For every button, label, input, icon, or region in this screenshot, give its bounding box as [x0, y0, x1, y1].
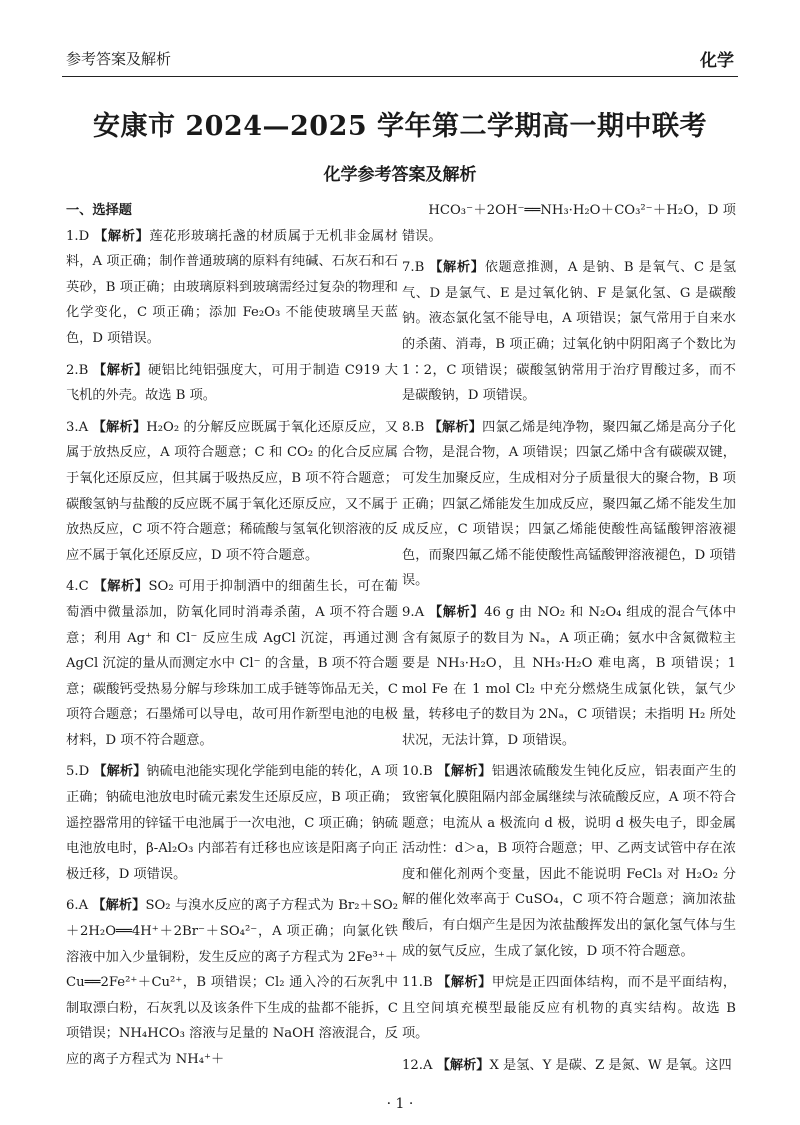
item-number: 9. — [402, 604, 415, 620]
left-column — [66, 198, 398, 1079]
answer-item-5 — [66, 759, 398, 887]
item-answer: D — [78, 764, 90, 780]
item-explanation: SO₂ 与溴水反应的离子方程式为 Br₂＋SO₂＋2H₂O══4H⁺＋2Br⁻＋SO₄²⁻，A 项正确；向氯化铁溶液中加入少量铜粉，发生反应的离子方程式为 2Fe³⁺＋Cu══2Fe²⁺＋Cu²⁺，B 项错误；Cl₂ 通入冷的石灰乳中制取漂白粉，石灰乳以及该条件下生成的盐都不能拆，C 项错误；NH₄HCO₃ 溶液与足量的 NaOH 溶液混合，反应的离子方程式为 NH₄⁺＋ — [66, 898, 398, 1067]
item-answer: A — [78, 419, 89, 435]
analysis-tag: 【解析】 — [429, 260, 485, 276]
answer-item-6 — [66, 893, 398, 1072]
item-number: 11. — [402, 975, 423, 991]
analysis-tag: 【解析】 — [93, 579, 149, 595]
analysis-tag: 【解析】 — [92, 419, 147, 435]
analysis-tag: 【解析】 — [92, 898, 146, 914]
item-explanation: 钠硫电池能实现化学能到电能的转化，A 项正确；钠硫电池放电时硫元素发生还原反应，B 项正确；遥控器常用的锌锰干电池属于一次电池，C 项正确；钠硫电池放电时，β-Al₂O₃ 内部若有迁移也应该是阳离子向正极迁移，D 项错误。 — [66, 764, 398, 882]
answer-item-7 — [402, 255, 736, 409]
item-explanation: 四氯乙烯是纯净物，聚四氟乙烯是高分子化合物，是混合物，A 项错误；四氯乙烯中含有碳碳双键，可发生加聚反应，生成相对分子质量很大的聚合物，B 项正确；四氯乙烯能发生加成反应，聚四氟乙烯不能发生加成反应，C 项错误；四氯乙烯能使酸性高锰酸钾溶液褪色，而聚四氟乙烯不能使酸性高锰酸钾溶液褪色，D 项错误。 — [402, 419, 736, 589]
item-explanation: H₂O₂ 的分解反应既属于氧化还原反应，又属于放热反应，A 项符合题意；C 和 CO₂ 的化合反应属于氧化还原反应，但其属于吸热反应，B 项不符合题意；碳酸氢钠与盐酸的反应既不属于氧化还原反应，又不属于放热反应，C 项不符合题意；稀硫酸与氢氧化钡溶液的反应不属于氧化还原反应，D 项不符合题意。 — [66, 419, 399, 563]
answer-item-4 — [66, 574, 398, 753]
page-number: · 1 · — [386, 1096, 414, 1112]
right-column — [402, 198, 736, 1085]
analysis-tag: 【解析】 — [428, 419, 483, 435]
analysis-tag: 【解析】 — [93, 764, 147, 780]
item-answer: D — [78, 228, 90, 244]
answer-item-12 — [402, 1053, 736, 1079]
item-answer: B — [422, 975, 433, 991]
answer-item-9 — [402, 600, 736, 754]
analysis-tag: 【解析】 — [436, 1058, 490, 1073]
analysis-tag: 【解析】 — [428, 604, 485, 620]
item-explanation: 46 g 由 NO₂ 和 N₂O₄ 组成的混合气体中含有氮原子的数目为 Nₐ，A 项正确；氨水中含氮微粒主要是 NH₃·H₂O，且 NH₃·H₂O 难电离，B 项错误；1 mol Fe 在 1 mol Cl₂ 中充分燃烧生成氯化铁，氯气少量，转移电子的数目为 2Nₐ，C 项错误；未指明 H₂ 所处状况，无法计算，D 项错误。 — [402, 604, 737, 748]
page-title: 安康市 2024—2025 学年第二学期高一期中联考 — [92, 111, 708, 142]
answer-item-1 — [66, 224, 398, 352]
item-explanation: 莲花形玻璃托盏的材质属于无机非金属材料，A 项正确；制作普通玻璃的原料有纯碱、石灰石和石英砂，B 项正确；由玻璃原料到玻璃需经过复杂的物理和化学变化，C 项正确；添加 Fe₂O₃ 不能使玻璃呈天蓝色，D 项错误。 — [66, 228, 398, 346]
item-explanation: 依题意推测，A 是钠、B 是氧气、C 是氢气、D 是氯气、E 是过氧化钠、F 是氯化氢、G 是碳酸钠。液态氯化氢不能导电，A 项错误；氯气常用于自来水的杀菌、消毒，B 项正确；过氧化钠中阴阳离子个数比为 1∶2，C 项错误；碳酸氢钠常用于治疗胃酸过多，而不是碳酸钠，D 项错误。 — [402, 260, 737, 404]
item-number: 1. — [66, 228, 79, 244]
header-subject-label: 化学 — [700, 51, 734, 71]
item-number: 6. — [66, 898, 79, 914]
item-answer: B — [422, 764, 433, 780]
item-answer: A — [414, 604, 425, 620]
analysis-tag: 【解析】 — [437, 975, 492, 991]
item-number: 8. — [402, 419, 415, 435]
page-subtitle: 化学参考答案及解析 — [323, 165, 477, 185]
page-header — [62, 40, 738, 77]
section-heading: 一、选择题 — [66, 203, 132, 218]
item-answer: A — [422, 1058, 433, 1073]
item-answer: B — [78, 362, 89, 378]
item-explanation: SO₂ 可用于抑制酒中的细菌生长，可在葡萄酒中微量添加，防氧化同时消毒杀菌，A 项不符合题意；利用 Ag⁺ 和 Cl⁻ 反应生成 AgCl 沉淀，再通过测 AgCl 沉淀的量从而测定水中 Cl⁻ 的含量，B 项不符合题意；碳酸钙受热易分解与珍珠加工成手链等饰品无关，C 项符合题意；石墨烯可以导电，故可用作新型电池的电极材料，D 项不符合题意。 — [66, 579, 398, 748]
item-number: 5. — [66, 764, 79, 780]
answer-item-10 — [402, 759, 736, 964]
item-number: 10. — [402, 764, 423, 780]
item-answer: A — [78, 898, 89, 914]
item-explanation: 铝遇浓硫酸发生钝化反应，铝表面产生的致密氧化膜阻隔内部金属继续与浓硫酸反应，A 项不符合题意；电流从 a 极流向 d 极，说明 d 极失电子，即金属活动性：d＞a，B 项符合题意；甲、乙两支试管中存在浓度和催化剂两个变量，因此不能说明 FeCl₃ 对 H₂O₂ 分解的催化效率高于 CuSO₄，C 项不符合题意；滴加浓盐酸后，有白烟产生是因为浓盐酸挥发出的氯化氢气体与生成的氨气反应，生成了氯化铵，D 项不符合题意。 — [402, 764, 737, 959]
analysis-tag: 【解析】 — [93, 362, 148, 378]
item-number: 7. — [402, 260, 415, 276]
item-explanation: X 是氢、Y 是碳、Z 是氮、W 是氧。这四 — [489, 1058, 732, 1073]
item-answer: B — [414, 419, 425, 435]
answer-item-11 — [402, 970, 736, 1047]
item-number: 2. — [66, 362, 79, 378]
header-left-label: 参考答案及解析 — [66, 50, 172, 68]
analysis-tag: 【解析】 — [94, 228, 150, 244]
item-explanation: 硬铝比纯铝强度大，可用于制造 C919 大飞机的外壳。故选 B 项。 — [66, 362, 398, 404]
analysis-tag: 【解析】 — [437, 764, 492, 780]
item-explanation: 甲烷是正四面体结构，而不是平面结构，且空间填充模型最能反应有机物的真实结构。故选 B 项。 — [402, 975, 737, 1042]
answer-item-8 — [402, 415, 736, 594]
item-answer: B — [414, 260, 425, 276]
item-number: 4. — [66, 579, 79, 595]
answer-item-2 — [66, 358, 398, 409]
answer-item-3 — [66, 415, 398, 569]
item-number: 12. — [402, 1058, 423, 1073]
item-answer: C — [78, 579, 89, 595]
answer-item-6-continuation: HCO₃⁻＋2OH⁻══NH₃·H₂O＋CO₃²⁻＋H₂O，D 项错误。 — [402, 203, 736, 244]
item-number: 3. — [66, 419, 79, 435]
